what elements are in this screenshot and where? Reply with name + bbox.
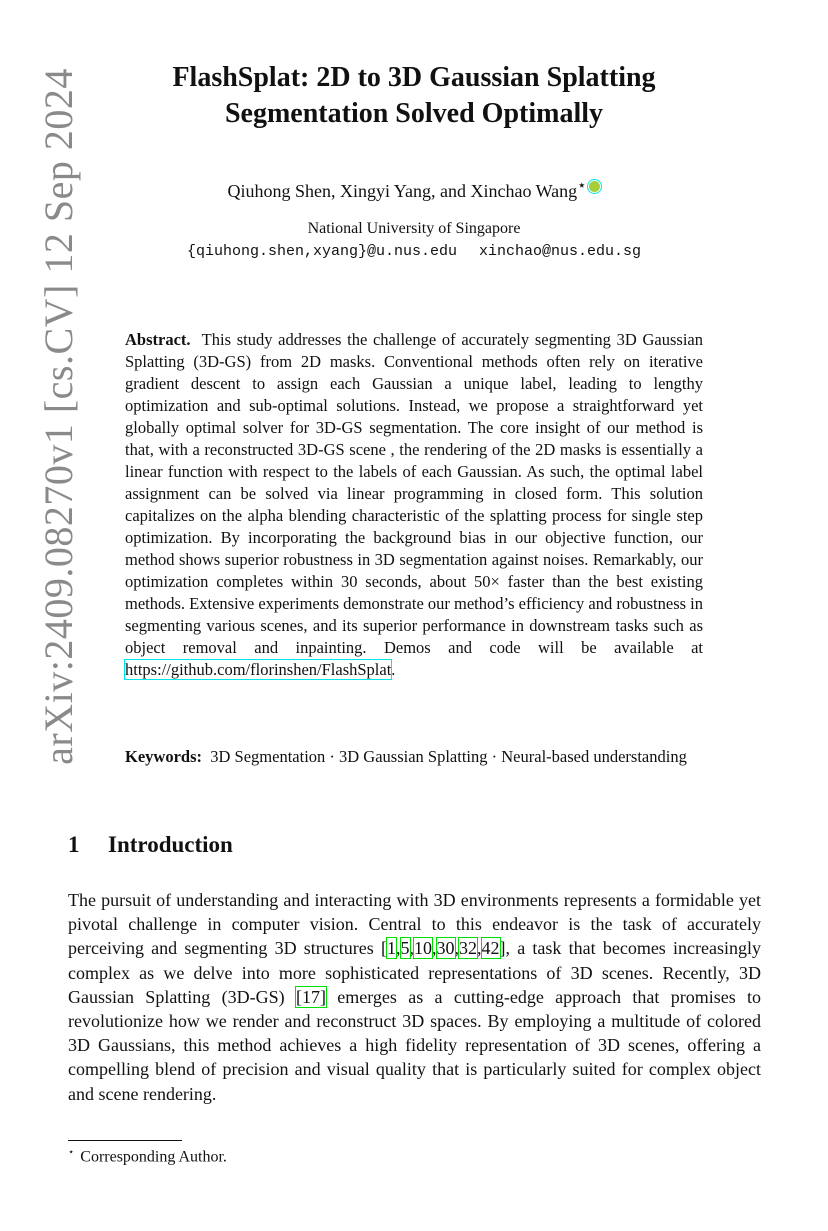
section-number: 1 <box>68 832 80 857</box>
cite-close-bracket: ] <box>499 938 506 959</box>
abstract-tail: . <box>391 660 396 679</box>
arxiv-sidebar-stamp <box>35 66 81 766</box>
author-mark: ⋆ <box>577 178 587 194</box>
footnote <box>68 1147 227 1166</box>
footnote-mark: ⋆ <box>68 1147 75 1158</box>
code-link[interactable]: https://github.com/florinshen/FlashSplat <box>125 660 392 679</box>
abstract-body: This study addresses the challenge of accurately segmenting 3D Gaussian Splatting (3D-GS) from 2D masks. Conventional methods often rely on iterative gradient descent to assign each Gaussian a unique label, leading to lengthy optimization and sub-optimal solutions. Instead, we propose a straightforward yet globally optimal solver for 3D-GS segmentation. The core insight of our method is that, with a reconstructed 3D-GS scene , the rendering of the 2D masks is essentially a linear function with respect to the labels of each Gaussian. As such, the optimal label assignment can be solved via linear programming in closed form. This solution capitalizes on the alpha blending characteristic of the splatting process for single step optimization. By incorporating the background bias in our objective function, our method shows superior robustness in 3D segmentation against noises. Remarkably, our optimization completes within 30 seconds, about 50× faster than the best existing methods. Extensive experiments demonstrate our method’s efficiency and robustness in segmenting various scenes, and its superior performance in downstream tasks such as object removal and inpainting. Demos and code will be available at <box>125 330 703 657</box>
arxiv-id: arXiv:2409.08270v1 [cs.CV] 12 Sep 2024 <box>35 67 81 765</box>
intro-text-2: , a task that becomes increasingly complex as we delve into more sophisticated representations of 3D scenes. Recently, 3D Gaussian Splatting (3D-GS) <box>68 938 761 1007</box>
paper-title <box>100 60 728 132</box>
intro-text-3: emerges as a cutting-edge approach that promises to revolutionize how we render and reconstruct 3D spaces. By employing a multitude of colored 3D Gaussians, this method achieves a high fidelity representation of 3D scenes, offering a compelling blend of precision and visual quality that is particularly suited for complex object and scene rendering. <box>68 986 762 1104</box>
email-1: {qiuhong.shen,xyang}@u.nus.edu <box>186 243 457 260</box>
cite-open-bracket: [ <box>381 938 387 959</box>
keywords <box>125 746 703 768</box>
intro-paragraph: The pursuit of understanding and interacting with 3D environments represents a formidable yet pivotal challenge in computer vision. Central to this endeavor is the task of accurately perceiving and segmenting 3D structures [1,5,10,30,32,42], a task that becomes increasingly complex as we delve into more sophisticated representations of 3D scenes. Recently, 3D Gaussian Splatting (3D-GS) [17] emerges as a cutting-edge approach that promises to revolutionize how we render and reconstruct 3D spaces. By employing a multitude of colored 3D Gaussians, this method achieves a high fidelity representation of 3D scenes, offering a compelling blend of precision and visual quality that is particularly suited for complex object and scene rendering. <box>68 890 762 1104</box>
intro-text-1: The pursuit of understanding and interacting with 3D environments represents a formidable yet pivotal challenge in computer vision. Central to this endeavor is the task of accurately perceiving and segmenting 3D structures <box>68 890 761 959</box>
section-heading <box>68 832 233 858</box>
citation-link[interactable]: 5 <box>400 938 410 959</box>
title-line-2: Segmentation Solved Optimally <box>224 98 603 129</box>
title-line-1: FlashSplat: 2D to 3D Gaussian Splatting <box>172 62 656 93</box>
citation-link[interactable]: 1 <box>387 938 396 959</box>
citation-link-17[interactable]: [17] <box>295 986 326 1007</box>
abstract-heading: Abstract. <box>125 330 191 349</box>
email-line <box>100 243 728 260</box>
keywords-heading: Keywords: <box>125 747 202 766</box>
authors-text: Qiuhong Shen, Xingyi Yang, and Xinchao Wang <box>227 181 578 201</box>
keywords-text: 3D Segmentation · 3D Gaussian Splatting · Neural-based understanding <box>210 747 687 766</box>
section-title: Introduction <box>108 832 233 857</box>
orcid-icon[interactable] <box>588 180 601 193</box>
affiliation: National University of Singapore <box>307 220 521 237</box>
email-2: xinchao@nus.edu.sg <box>479 243 642 260</box>
citation-link[interactable]: 32 <box>459 938 477 959</box>
abstract <box>125 329 703 681</box>
citation-link[interactable]: 30 <box>436 938 455 959</box>
citation-link[interactable]: 42 <box>481 938 500 959</box>
citation-link[interactable]: 10 <box>414 938 432 959</box>
author-list <box>100 176 728 202</box>
footnote-text: Corresponding Author. <box>80 1148 227 1166</box>
footnote-rule <box>68 1140 182 1141</box>
